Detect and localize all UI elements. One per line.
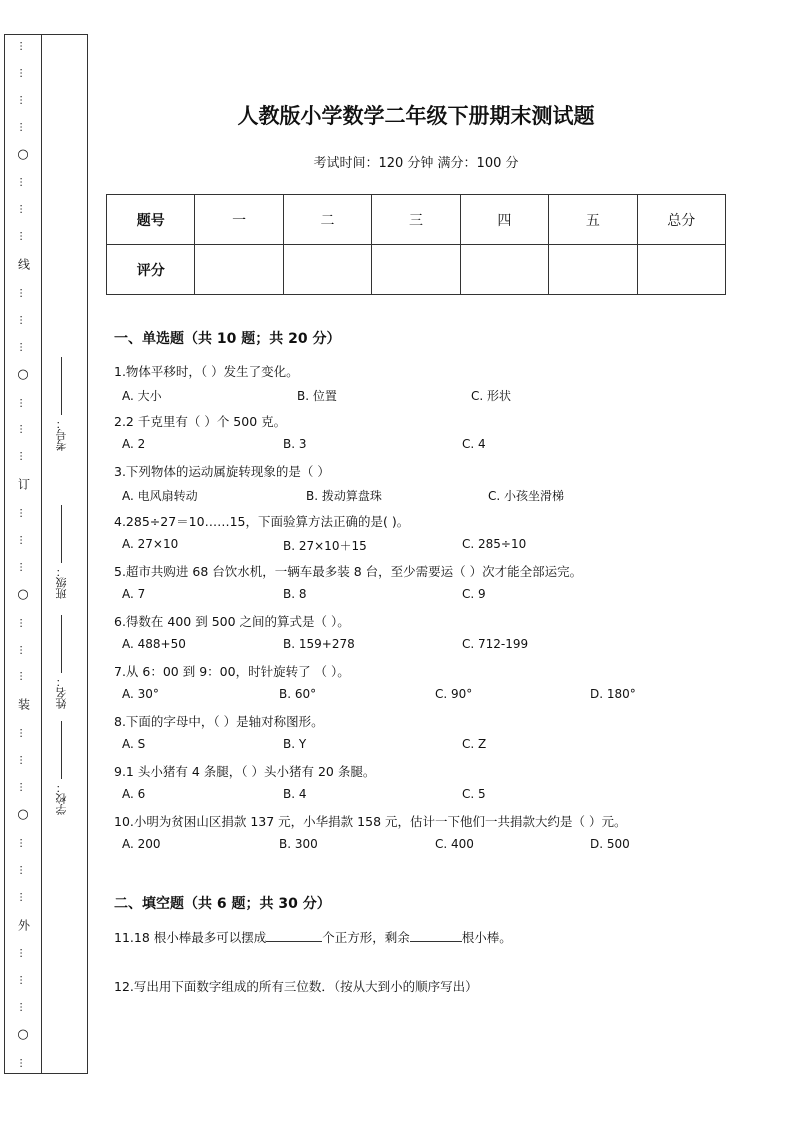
section-heading-fill-blank: 二、填空题（共 6 题；共 30 分） — [114, 896, 331, 912]
answer-option[interactable]: D. 500 — [590, 837, 630, 851]
cut-dots-mark: … — [17, 67, 29, 77]
answer-option[interactable]: C. 285÷10 — [462, 537, 527, 551]
cut-dots-mark: … — [17, 121, 29, 131]
cut-dots-mark: … — [17, 891, 29, 901]
answer-option[interactable]: C. 5 — [462, 787, 486, 801]
cut-word-mark: 订 — [16, 478, 31, 491]
cut-dots-mark: … — [17, 397, 29, 407]
question-11 — [114, 928, 512, 946]
answer-option[interactable]: A. 27×10 — [122, 537, 179, 551]
question-1: 1.物体平移时，（ ）发生了变化。 — [114, 364, 299, 379]
answer-option[interactable]: A. 200 — [122, 837, 161, 851]
cut-dots-mark: … — [17, 728, 29, 738]
question-6: 6.得数在 400 到 500 之间的算式是（ ）。 — [114, 614, 350, 629]
score-header-cell: 二 — [283, 195, 371, 245]
answer-option[interactable]: B. 159+278 — [283, 637, 355, 651]
cut-dots-mark: … — [17, 1057, 29, 1067]
score-table — [106, 194, 726, 295]
score-cell[interactable] — [195, 245, 283, 295]
answer-option[interactable]: B. 4 — [283, 787, 307, 801]
answer-blank[interactable] — [410, 941, 462, 942]
cut-dots-mark: … — [17, 1002, 29, 1012]
cut-dots-mark: … — [17, 451, 29, 461]
score-table-header-row — [107, 195, 726, 245]
cut-dots-mark: … — [17, 94, 29, 104]
question-12: 12.写出用下面数字组成的所有三位数．（按从大到小的顺序写出） — [114, 979, 478, 994]
cut-dots-mark: … — [17, 671, 29, 681]
score-header-cell: 四 — [460, 195, 548, 245]
cut-circle-mark: ○ — [17, 586, 29, 602]
answer-option[interactable]: B. 27×10＋15 — [283, 539, 367, 553]
answer-option[interactable]: C. Z — [462, 737, 487, 751]
cut-dots-mark: … — [17, 424, 29, 434]
cut-word-mark: 装 — [16, 698, 31, 711]
score-cell[interactable] — [549, 245, 637, 295]
answer-option[interactable]: C. 小孩坐滑梯 — [488, 489, 565, 503]
question-4: 4.285÷27＝10……15，下面验算方法正确的是( )。 — [114, 514, 410, 529]
answer-option[interactable]: C. 形状 — [471, 389, 512, 403]
question-3: 3.下列物体的运动属旋转现象的是（ ） — [114, 464, 330, 479]
answer-option[interactable]: B. 拨动算盘珠 — [306, 489, 382, 503]
answer-option[interactable]: A. 大小 — [122, 389, 162, 403]
question-10: 10.小明为贫困山区捐款 137 元，小华捐款 158 元，估计一下他们一共捐款大约是（ ）元。 — [114, 814, 627, 829]
cut-word-mark: 线 — [16, 258, 31, 271]
answer-option[interactable]: B. 60° — [279, 687, 317, 701]
answer-option[interactable]: A. S — [122, 737, 146, 751]
cut-dots-mark: … — [17, 755, 29, 765]
cut-dots-mark: … — [17, 41, 29, 50]
answer-option[interactable]: C. 712-199 — [462, 637, 529, 651]
score-cell[interactable] — [283, 245, 371, 295]
score-cell[interactable] — [460, 245, 548, 295]
cut-dots-mark: … — [17, 644, 29, 654]
cut-word-mark: 外 — [16, 918, 31, 931]
answer-option[interactable]: B. 8 — [283, 587, 307, 601]
answer-option[interactable]: C. 400 — [435, 837, 474, 851]
score-header-cell: 一 — [195, 195, 283, 245]
cut-circle-mark: ○ — [17, 146, 29, 162]
cut-dots-mark: … — [17, 948, 29, 958]
cut-dots-mark: … — [17, 561, 29, 571]
answer-option[interactable]: B. 300 — [279, 837, 318, 851]
question-5: 5.超市共购进 68 台饮水机，一辆车最多装 8 台，至少需要运（ ）次才能全部运完。 — [114, 564, 583, 579]
score-row-label: 评分 — [107, 245, 195, 295]
cut-dots-mark: … — [17, 508, 29, 518]
question-11-text-middle: 个正方形，剩余 — [322, 930, 410, 945]
question-11-text-end: 根小棒。 — [461, 930, 512, 945]
cut-line-marks — [5, 35, 41, 1073]
answer-option[interactable]: A. 电风扇转动 — [122, 489, 198, 503]
score-header-cell: 五 — [549, 195, 637, 245]
answer-option[interactable]: C. 9 — [462, 587, 486, 601]
cut-dots-mark: … — [17, 314, 29, 324]
question-2: 2.2 千克里有（ ）个 500 克。 — [114, 414, 287, 429]
question-9: 9.1 头小猪有 4 条腿，（ ）头小猪有 20 条腿。 — [114, 764, 376, 779]
cut-circle-mark: ○ — [17, 366, 29, 382]
school-field[interactable]: 学校： — [54, 721, 70, 815]
answer-option[interactable]: A. 6 — [122, 787, 146, 801]
answer-option[interactable]: B. 位置 — [297, 389, 337, 403]
cut-dots-mark: … — [17, 837, 29, 847]
class-field[interactable]: 班级： — [54, 505, 70, 599]
cut-circle-mark: ○ — [17, 1027, 29, 1043]
section-heading-single-choice: 一、单选题（共 10 题；共 20 分） — [114, 331, 341, 347]
cut-dots-mark: … — [17, 864, 29, 874]
score-cell[interactable] — [637, 245, 725, 295]
score-table-score-row — [107, 245, 726, 295]
cut-dots-mark: … — [17, 535, 29, 545]
cut-dots-mark: … — [17, 617, 29, 627]
cut-dots-mark: … — [17, 288, 29, 298]
answer-option[interactable]: A. 30° — [122, 687, 159, 701]
cut-dots-mark: … — [17, 231, 29, 241]
answer-option[interactable]: D. 180° — [590, 687, 636, 701]
answer-option[interactable]: A. 488+50 — [122, 637, 186, 651]
cut-dots-mark: … — [17, 177, 29, 187]
question-8: 8.下面的字母中，（ ）是轴对称图形。 — [114, 714, 324, 729]
name-field[interactable]: 姓名： — [54, 615, 70, 709]
student-info-column — [42, 35, 88, 1073]
cut-dots-mark: … — [17, 204, 29, 214]
answer-option[interactable]: C. 90° — [435, 687, 473, 701]
cut-dots-mark: … — [17, 975, 29, 985]
answer-option[interactable]: A. 2 — [122, 437, 146, 451]
score-header-cell: 总分 — [637, 195, 725, 245]
exam-number-field[interactable]: 考号： — [54, 357, 70, 451]
score-header-cell: 三 — [372, 195, 460, 245]
answer-blank[interactable] — [266, 941, 322, 942]
answer-option[interactable]: B. Y — [283, 737, 307, 751]
question-11-text: 11.18 根小棒最多可以摆成 — [114, 930, 267, 945]
exam-info: 考试时间：120 分钟 满分：100 分 — [313, 156, 519, 171]
cut-dots-mark: … — [17, 341, 29, 351]
cut-circle-mark: ○ — [17, 806, 29, 822]
binding-margin — [4, 34, 88, 1074]
answer-option[interactable]: B. 3 — [283, 437, 307, 451]
cut-dots-mark: … — [17, 782, 29, 792]
page-title: 人教版小学数学二年级下册期末测试题 — [237, 103, 595, 128]
answer-option[interactable]: C. 4 — [462, 437, 486, 451]
score-cell[interactable] — [372, 245, 460, 295]
score-header-cell: 题号 — [107, 195, 195, 245]
answer-option[interactable]: A. 7 — [122, 587, 146, 601]
question-7: 7.从 6：00 到 9：00，时针旋转了 （ ）。 — [114, 664, 350, 679]
